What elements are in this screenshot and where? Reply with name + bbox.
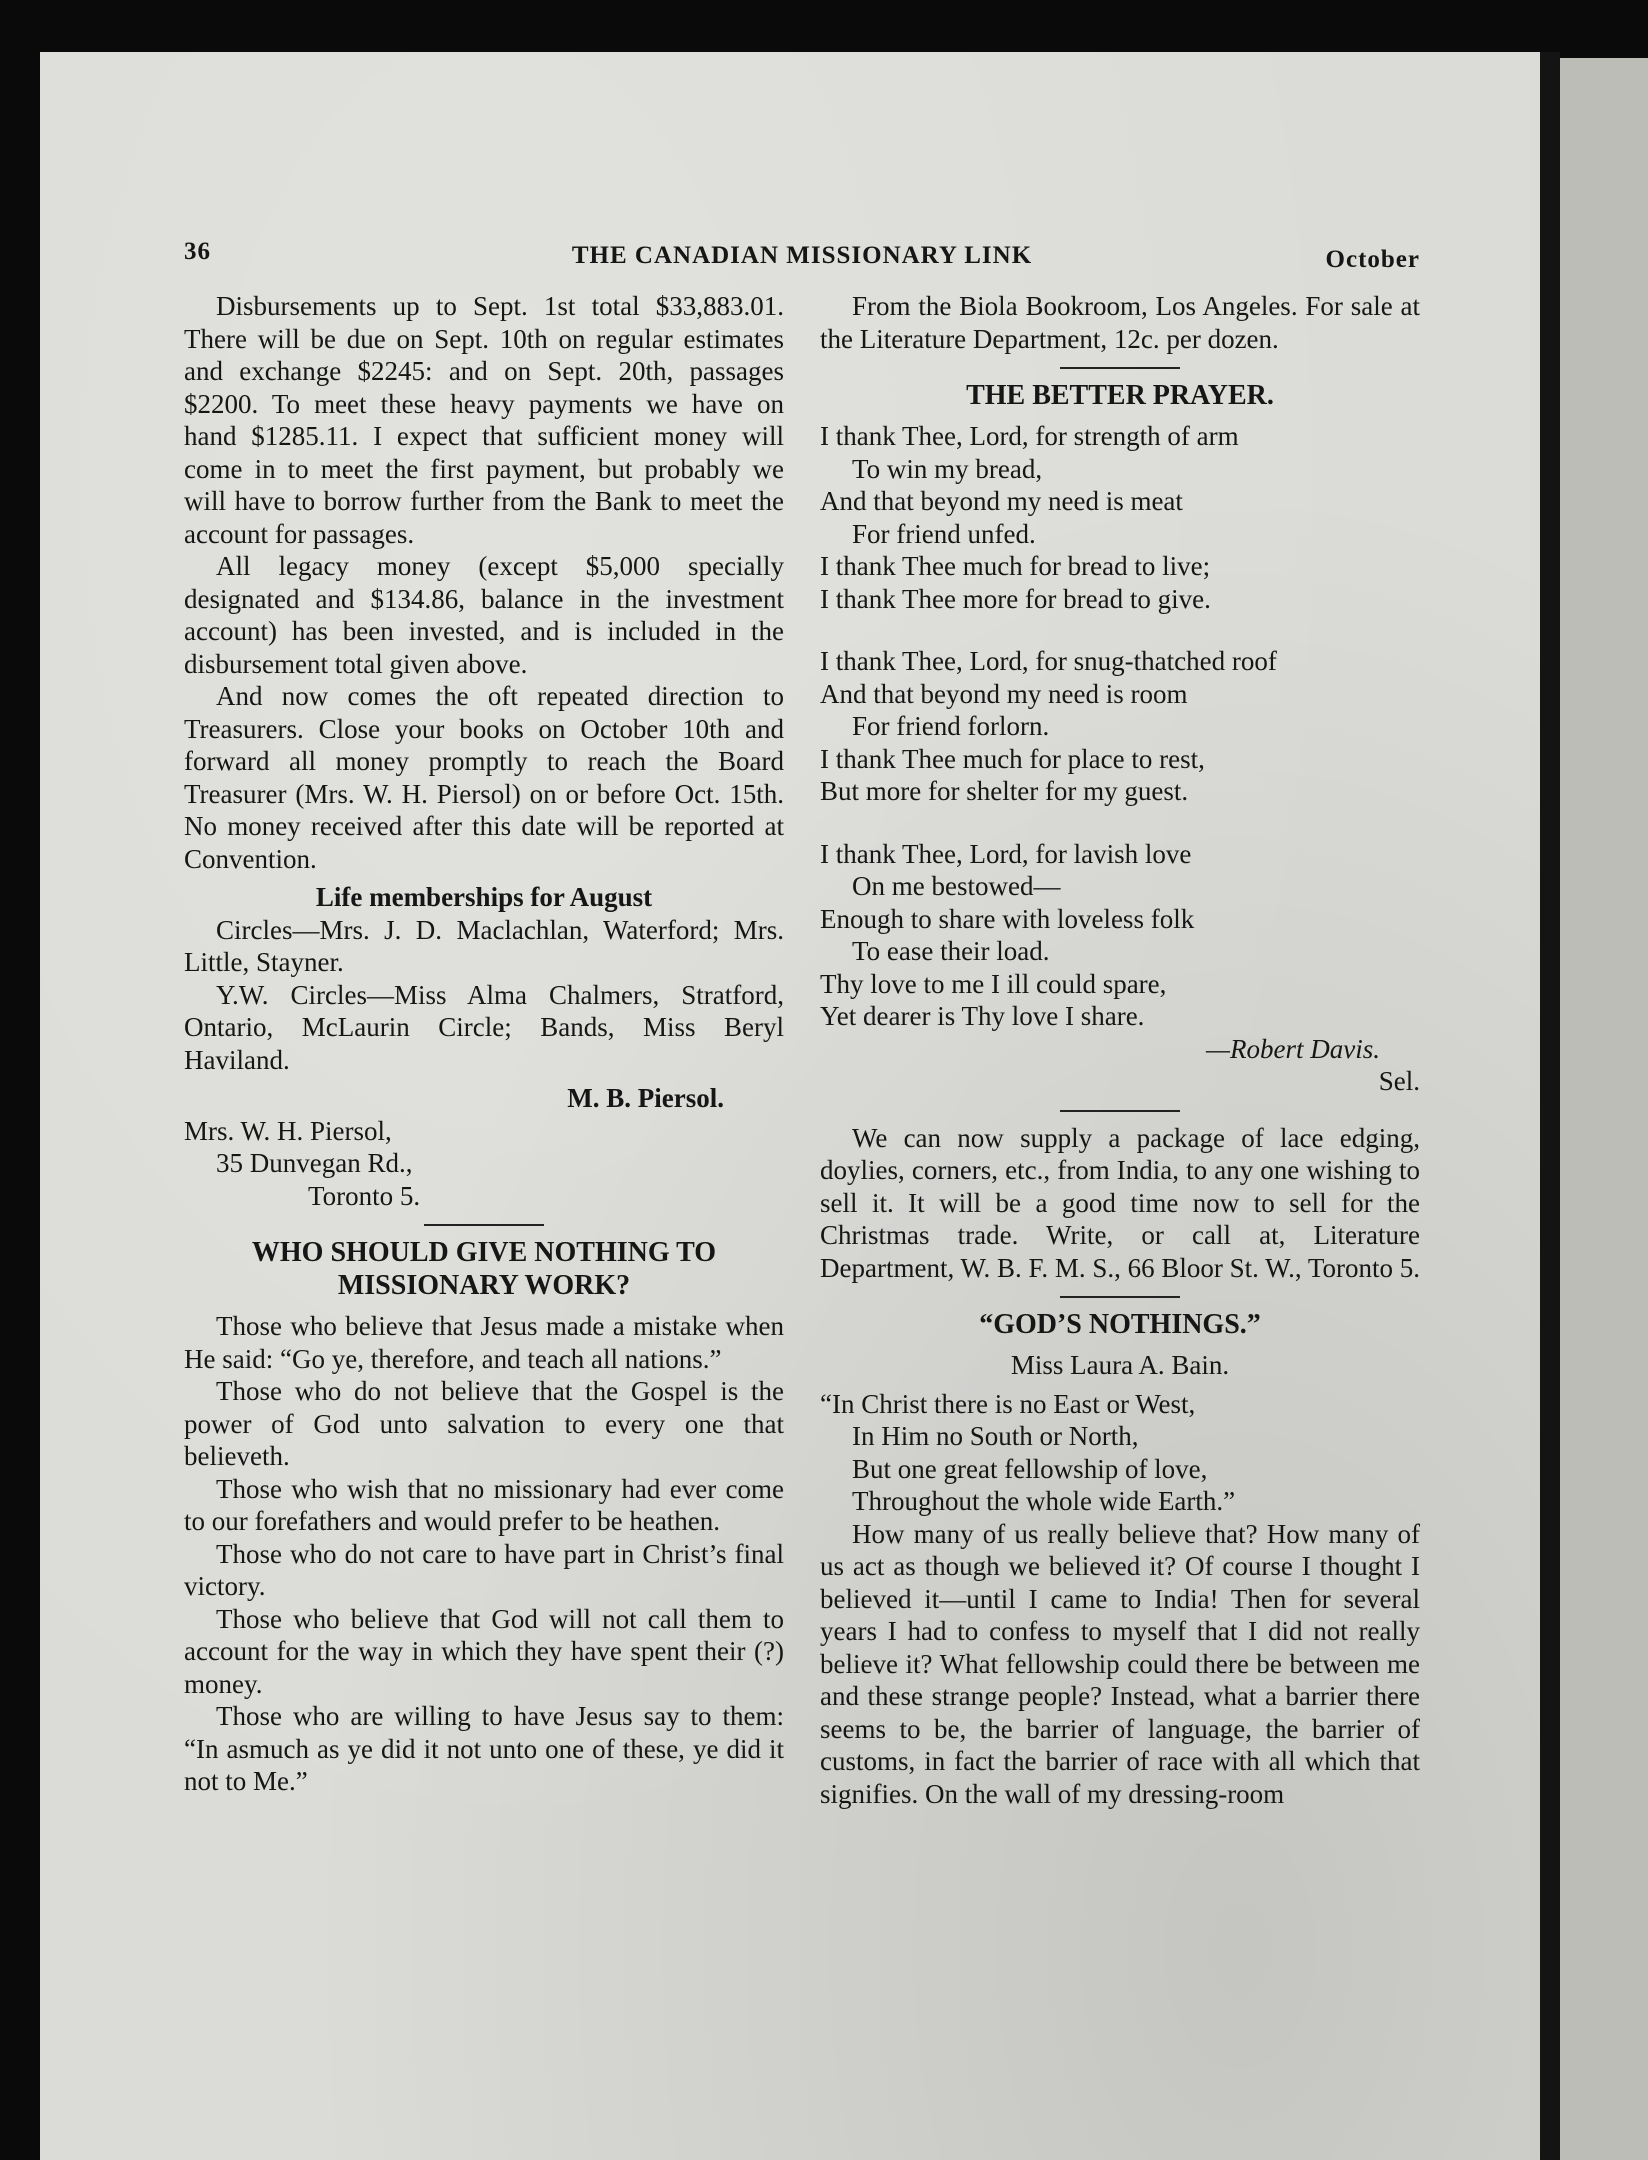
poem-line: But more for shelter for my guest. (820, 776, 1189, 806)
poem-line: I thank Thee much for bread to live; (820, 551, 1211, 581)
poem-line: I thank Thee, Lord, for strength of arm (820, 421, 1239, 451)
running-head (184, 230, 1420, 280)
poem-line: I thank Thee, Lord, for lavish love (820, 838, 1192, 869)
poem-line: Yet dearer is Thy love I share. (820, 1001, 1145, 1031)
quote-line: But one great fellowship of love, (852, 1453, 1208, 1484)
issue-month: October (1325, 246, 1420, 273)
poem-stanza-3 (820, 838, 1420, 1033)
treasurer-paragraph-2: All legacy money (except $5,000 specially designated and $134.86, balance in the investment account) has been invested, and is included in the disbursement total given above. (184, 551, 784, 679)
article2-body: How many of us really believe that? How many of us act as though we believed it? Of course I thought I believed it—until I came to India! Then for several years I had to confess to myself that I did not really believe it? What fellowship could there be between me and these strange people? Instead, what a barrier there seems to be, the barrier of language, the barrier of customs, in fact the barrier of race with all which that signifies. On the wall of my dressing-room (820, 1518, 1420, 1809)
opening-quote (820, 1388, 1420, 1518)
poem-stanza-1 (820, 420, 1420, 615)
poem-line: I thank Thee much for place to rest, (820, 743, 1205, 774)
poem-line: On me bestowed— (852, 871, 1061, 901)
poem-line: To ease their load. (852, 936, 1050, 966)
yw-circles-entry: Y.W. Circles—Miss Alma Chalmers, Stratford, Ontario, McLaurin Circle; Bands, Miss Beryl Haviland. (184, 979, 784, 1075)
section-divider (1060, 367, 1180, 369)
left-column (184, 290, 784, 1798)
page-number: 36 (184, 238, 211, 265)
poem-line: I thank Thee, Lord, for snug-thatched roof (820, 646, 1277, 676)
poem-line: Thy love to me I ill could spare, (820, 968, 1167, 999)
address-line: Mrs. W. H. Piersol, (184, 1115, 392, 1146)
poem-line: For friend forlorn. (852, 711, 1050, 741)
selected-note: Sel. (1378, 1066, 1420, 1096)
article-title (184, 1236, 784, 1302)
section-divider (1060, 1296, 1180, 1298)
list-item: Those who believe that God will not call them to account for the way in which they have spent their (?) money. (184, 1603, 784, 1699)
section-divider (424, 1224, 544, 1226)
poem-line: For friend unfed. (852, 518, 1036, 549)
list-item: Those who do not care to have part in Christ’s final victory. (184, 1538, 784, 1601)
poem-author: —Robert Davis. (1206, 1033, 1380, 1064)
journal-title: THE CANADIAN MISSIONARY LINK (571, 242, 1033, 269)
right-column (820, 290, 1420, 1810)
adjacent-page-edge (1560, 58, 1648, 2160)
address-line: 35 Dunvegan Rd., (216, 1148, 413, 1178)
poem-line: To win my bread, (852, 453, 1043, 484)
treasurer-paragraph-3: And now comes the oft repeated direction to Treasurers. Close your books on October 10th and forward all money promptly to reach the Board Treasurer (Mrs. W. H. Piersol) on or before Oct. 15th. No money received after this date will be reported at Convention. (184, 681, 784, 874)
poem-title: THE BETTER PRAYER. (966, 380, 1274, 411)
treasurer-address (184, 1115, 784, 1213)
page-content (184, 230, 1420, 1990)
bookroom-note: From the Biola Bookroom, Los Angeles. For sale at the Literature Department, 12c. per dozen. (820, 291, 1420, 354)
article2-author: Miss Laura A. Bain. (1010, 1350, 1230, 1380)
list-item: Those who are willing to have Jesus say to them: “In asmuch as ye did it not unto one of these, ye did it not to Me.” (184, 1701, 784, 1796)
list-item: Those who wish that no missionary had ever come to our forefathers and would prefer to be heathen. (184, 1473, 784, 1536)
poem-line: I thank Thee more for bread to give. (820, 583, 1211, 614)
list-item: Those who believe that Jesus made a mistake when He said: “Go ye, therefore, and teach all nations.” (184, 1311, 784, 1374)
two-column-body (184, 290, 1420, 1990)
section-divider (1060, 1110, 1180, 1112)
list-item: Those who do not believe that the Gospel is the power of God unto salvation to every one that believeth. (184, 1376, 784, 1471)
poem-line: And that beyond my need is room (820, 678, 1188, 709)
book-spine-shadow (1540, 52, 1560, 2160)
lace-notice: We can now supply a package of lace edging, doylies, corners, etc., from India, to any one wishing to sell it. It will be a good time now to sell for the Christmas trade. Write, or call at, Literature Department, W. B. F. M. S., 66 Bloor St. W., Toronto 5. (820, 1122, 1420, 1283)
treasurer-paragraph-1: Disbursements up to Sept. 1st total $33,883.01. There will be due on Sept. 10th on regular estimates and exchange $2245: and on Sept. 20th, passages $2200. To meet these heavy payments we have on hand $1285.11. I expect that sufficient money will come in to meet the first payment, but probably we will have to borrow further from the Bank to meet the account for passages. (184, 291, 784, 549)
signature: M. B. Piersol. (567, 1083, 724, 1113)
article-title-line: WHO SHOULD GIVE NOTHING TO (251, 1237, 717, 1268)
article2-title: “GOD’S NOTHINGS.” (979, 1309, 1261, 1340)
quote-line: Throughout the whole wide Earth.” (852, 1486, 1236, 1516)
life-memberships-heading: Life memberships for August (315, 882, 653, 912)
quote-line: “In Christ there is no East or West, (820, 1388, 1196, 1419)
poem-stanza-2 (820, 645, 1420, 808)
address-line: Toronto 5. (308, 1180, 421, 1211)
circles-entry: Circles—Mrs. J. D. Maclachlan, Waterford; Mrs. Little, Stayner. (184, 914, 784, 977)
article-title-line: MISSIONARY WORK? (337, 1270, 631, 1301)
poem-line: Enough to share with loveless folk (820, 903, 1195, 934)
quote-line: In Him no South or North, (852, 1421, 1139, 1451)
poem-line: And that beyond my need is meat (820, 486, 1183, 516)
